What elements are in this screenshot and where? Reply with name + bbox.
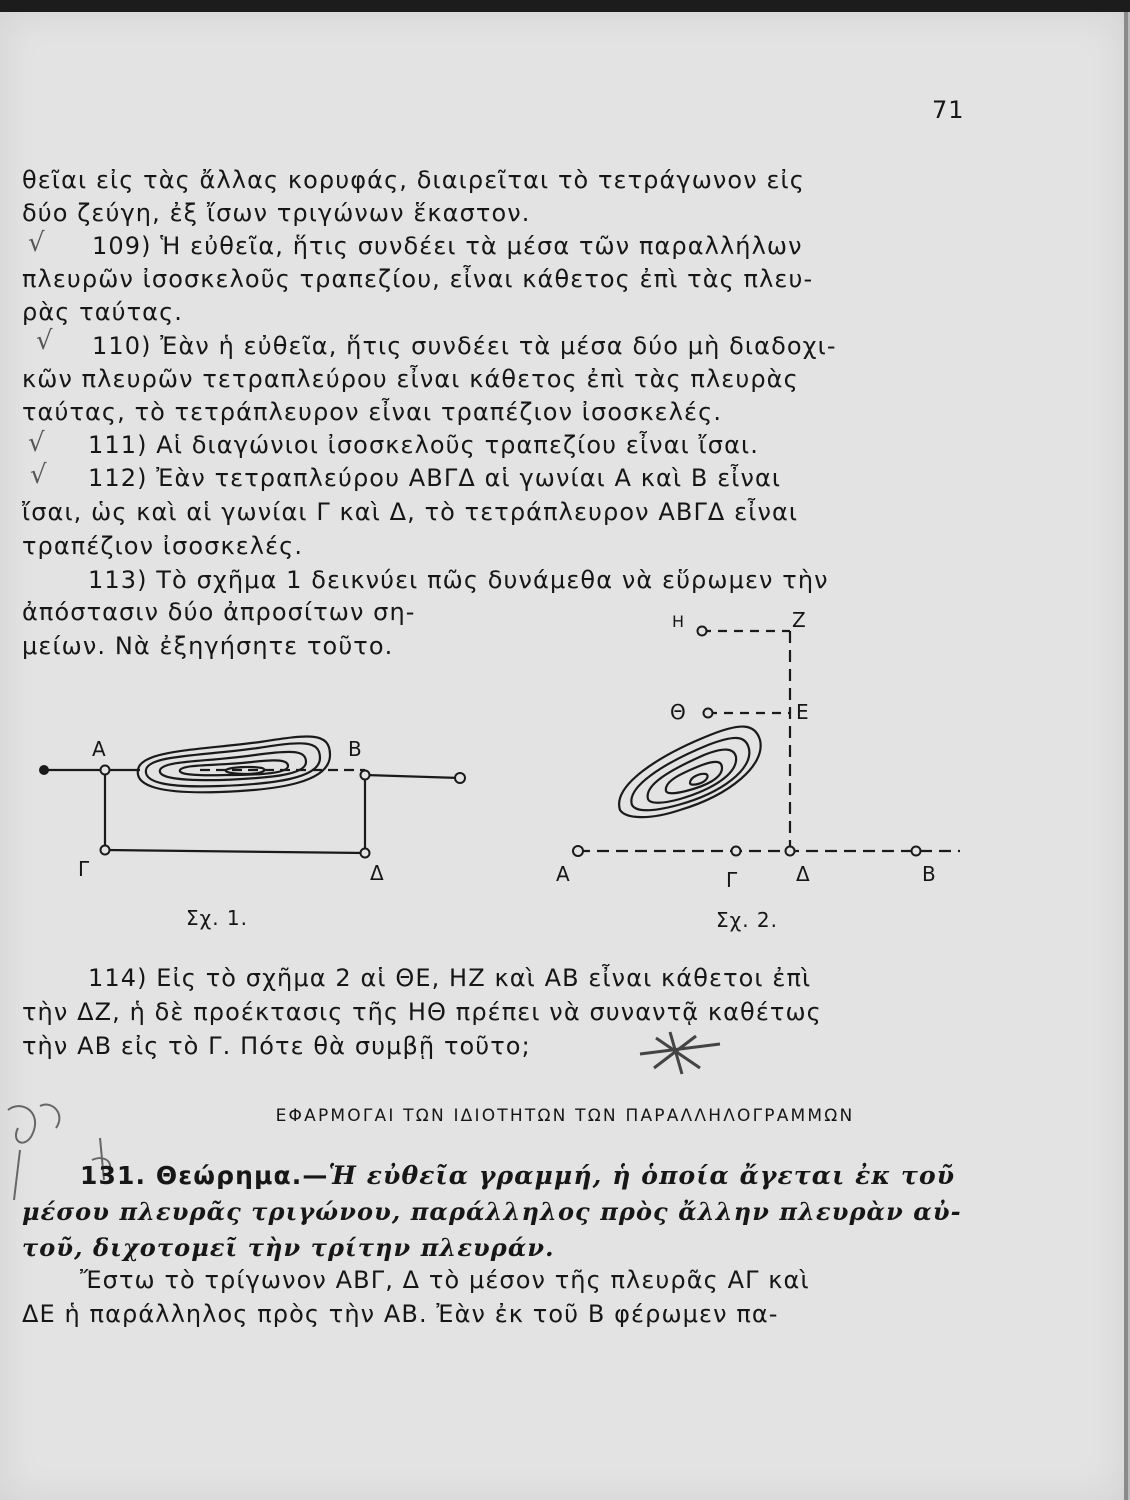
label-a: Α [556,862,570,886]
proof-text-line: Ἔστω τὸ τρίγωνον ΑΒΓ, Δ τὸ μέσον τῆς πλευρᾶς ΑΓ καὶ [80,1266,810,1294]
figure-1 [30,720,490,890]
theorem-statement: μέσου πλευρᾶς τριγώνου, παράλληλος πρὸς ἄλλην πλευρὰν αὐ- [22,1197,962,1226]
figure-2 [550,605,970,895]
label-b: Β [348,737,362,761]
exercise-110: 110) Ἐὰν ἡ εὐθεῖα, ἥτις συνδέει τὰ μέσα δύο μὴ διαδοχι- [92,332,837,360]
theorem-statement: τοῦ, διχοτομεῖ τὴν τρίτην πλευράν. [22,1233,555,1262]
text-line: ρὰς ταύτας. [22,298,184,326]
label-h: Η [672,612,685,631]
exercise-109: 109) Ἡ εὐθεῖα, ἥτις συνδέει τὰ μέσα τῶν παραλλήλων [92,232,803,260]
label-d: Δ [370,861,384,885]
text-line: κῶν πλευρῶν τετραπλεύρου εἶναι κάθετος ἐπὶ τὰς πλευρὰς [22,365,799,393]
text-line: θεῖαι εἰς τὰς ἄλλας κορυφάς, διαιρεῖται τὸ τετράγωνον εἰς [22,166,805,194]
label-a: Α [92,737,106,761]
theorem-title: 131. Θεώρημα.— [80,1161,329,1190]
label-b: Β [922,862,936,886]
text-line: μείων. Νὰ ἐξηγήσητε τοῦτο. [22,632,394,660]
label-th: Θ [670,700,686,724]
pencil-check-mark: √ [36,326,53,356]
pencil-check-mark: √ [30,460,47,490]
figure-2-caption: Σχ. 2. [716,908,778,932]
label-e: Ε [796,700,809,724]
pencil-check-mark: √ [28,228,45,258]
text-line: ἴσαι, ὡς καὶ αἱ γωνίαι Γ καὶ Δ, τὸ τετράπλευρον ΑΒΓΔ εἶναι [22,498,799,526]
page-number: 71 [932,96,965,124]
text-line: πλευρῶν ἰσοσκελοῦς τραπεζίου, εἶναι κάθετος ἐπὶ τὰς πλευ- [22,265,814,293]
exercise-114: 114) Εἰς τὸ σχῆμα 2 αἱ ΘΕ, ΗΖ καὶ ΑΒ εἶναι κάθετοι ἐπὶ [88,964,812,992]
text-line: τὴν ΑΒ εἰς τὸ Γ. Πότε θὰ συμβῇ τοῦτο; [22,1032,531,1060]
theorem-statement: Ἡ εὐθεῖα γραμμή, ἡ ὁποία ἄγεται ἐκ τοῦ [328,1161,956,1190]
section-heading: ΕΦΑΡΜΟΓΑΙ ΤΩΝ ΙΔΙΟΤΗΤΩΝ ΤΩΝ ΠΑΡΑΛΛΗΛΟΓΡΑΜΜΩΝ [275,1106,855,1126]
proof-text-line: ΔΕ ἡ παράλληλος πρὸς τὴν ΑΒ. Ἐὰν ἐκ τοῦ Β φέρωμεν πα- [22,1300,779,1328]
exercise-113: 113) Τὸ σχῆμα 1 δεικνύει πῶς δυνάμεθα νὰ εὕρωμεν τὴν [88,566,829,594]
label-d: Δ [796,862,810,886]
text-line: ταύτας, τὸ τετράπλευρον εἶναι τραπέζιον ἰσοσκελές. [22,398,723,426]
top-band [0,0,1130,12]
text-line: τὴν ΔΖ, ἡ δὲ προέκτασις τῆς ΗΘ πρέπει νὰ συναντᾷ καθέτως [22,998,822,1026]
theorem-131-first-line [80,1161,955,1191]
text-line: τραπέζιον ἰσοσκελές. [22,532,304,560]
text-line: δύο ζεύγη, ἐξ ἴσων τριγώνων ἕκαστον. [22,199,531,227]
pencil-check-mark: √ [28,428,45,458]
pencil-star-mark [640,1028,730,1078]
label-z: Ζ [792,608,806,632]
label-g: Γ [726,868,738,892]
label-g: Γ [78,857,90,881]
exercise-112: 112) Ἐὰν τετραπλεύρου ΑΒΓΔ αἱ γωνίαι Α καὶ Β εἶναι [88,464,782,492]
text-line: ἀπόστασιν δύο ἀπροσίτων ση- [22,598,416,626]
exercise-111: 111) Αἱ διαγώνιοι ἰσοσκελοῦς τραπεζίου εἶναι ἴσαι. [88,431,759,459]
figure-1-caption: Σχ. 1. [186,906,248,930]
